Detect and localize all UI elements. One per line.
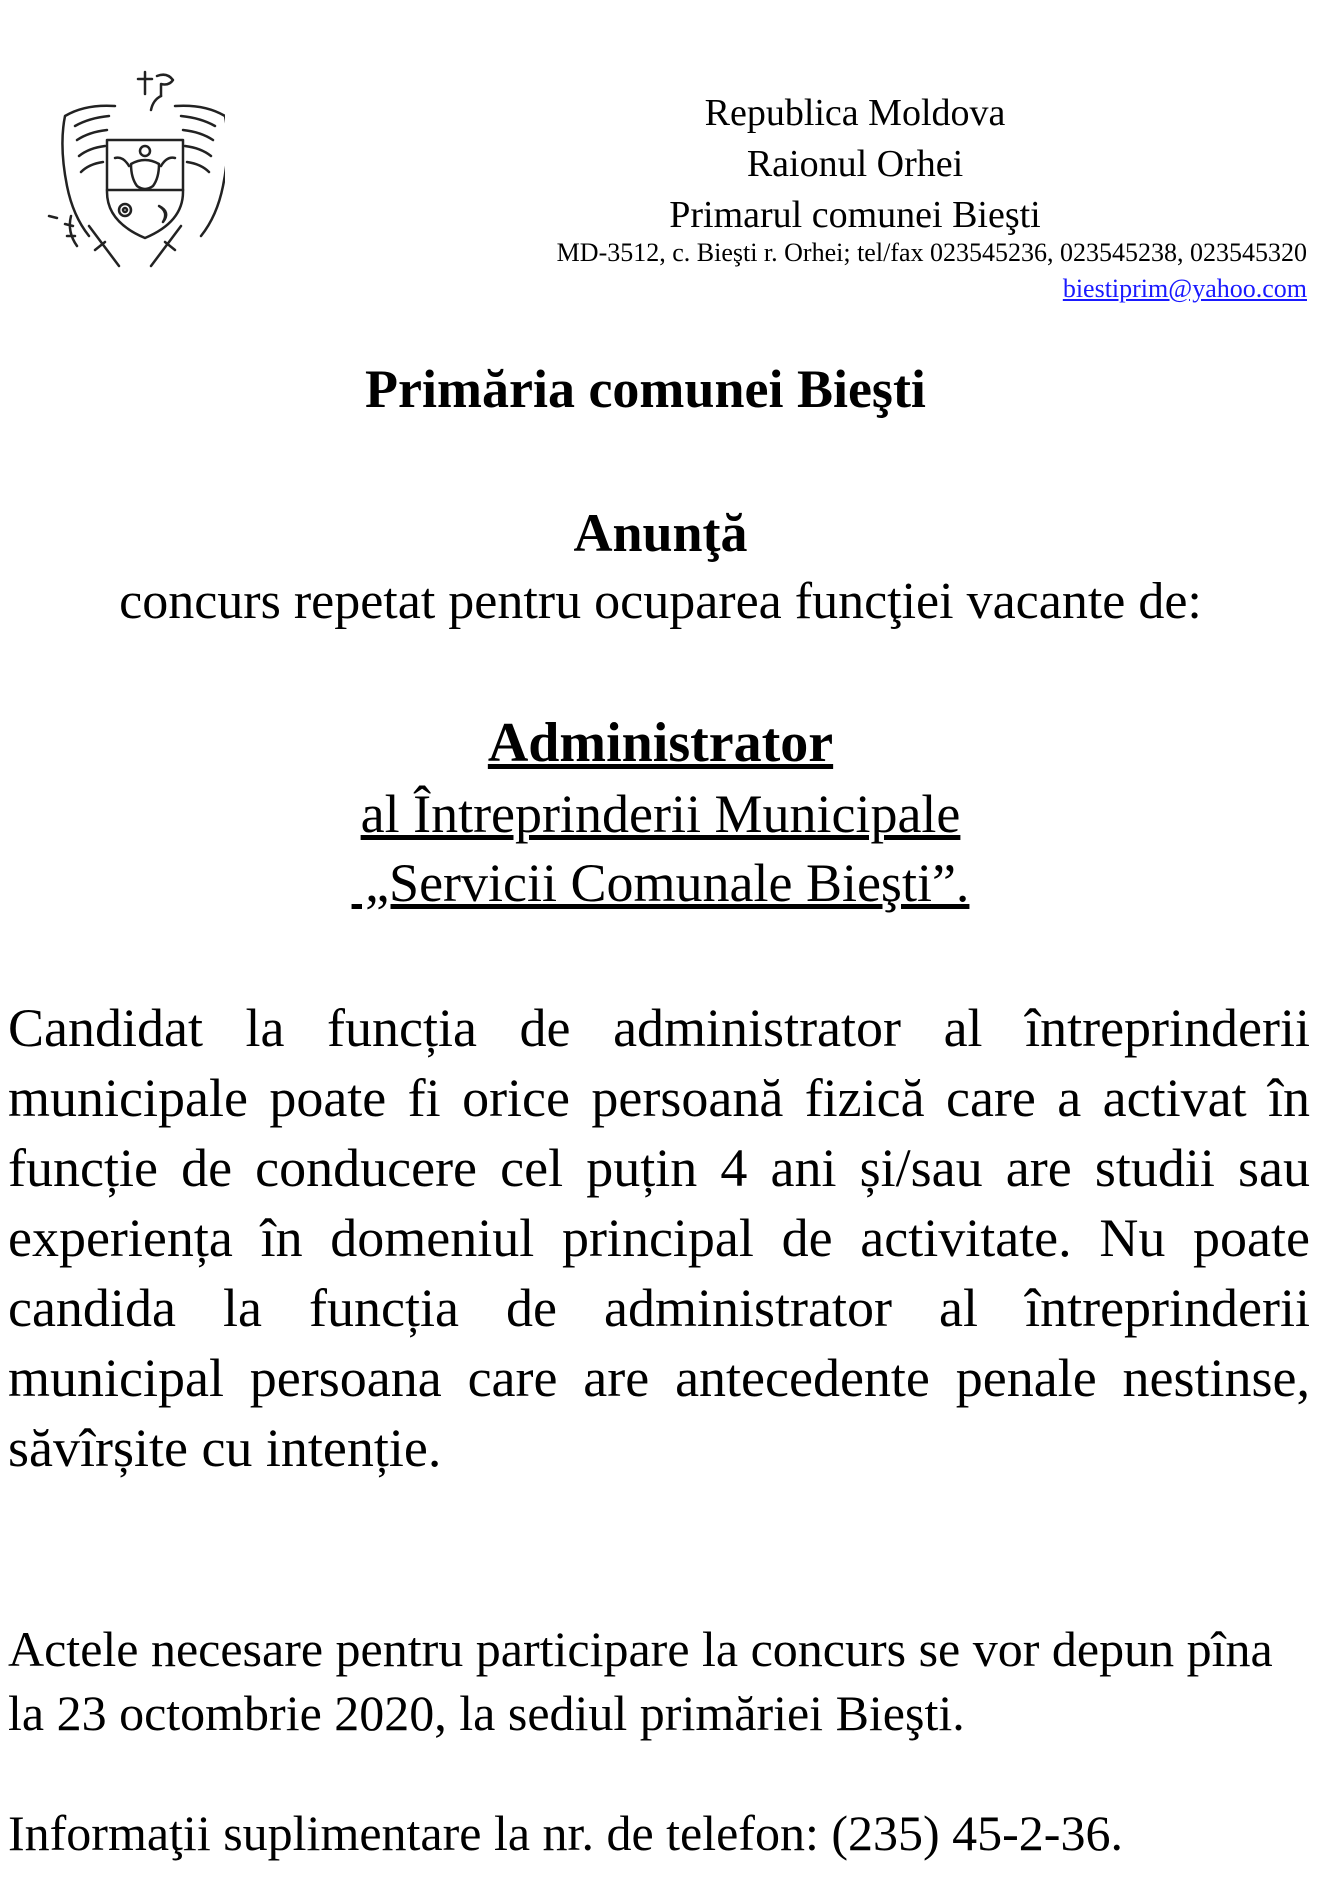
header-email-link[interactable]: biestiprim@yahoo.com bbox=[1062, 274, 1307, 303]
announcement-heading: Anunţă bbox=[573, 503, 748, 563]
header-district: Raionul Orhei bbox=[746, 143, 964, 185]
announcement-intro: concurs repetat pentru ocuparea funcţiei vacante de: bbox=[119, 573, 1202, 630]
position-subtitle-1: al Întreprinderii Municipale bbox=[360, 784, 961, 844]
header-country: Republica Moldova bbox=[704, 92, 1006, 134]
deadline-paragraph: Actele necesare pentru participare la concurs se vor depun pîna la 23 octombrie 2020, la sediul primăriei Bieşti. bbox=[8, 1621, 1273, 1741]
header-office: Primarul comunei Bieşti bbox=[669, 194, 1041, 236]
contact-info: Informaţii suplimentare la nr. de telefon: (235) 45-2-36. bbox=[8, 1805, 1123, 1861]
organization-title: Primăria comunei Bieşti bbox=[365, 359, 926, 419]
coat-of-arms-icon bbox=[45, 66, 225, 276]
position-subtitle-2: „Servicii Comunale Bieşti”. bbox=[351, 853, 970, 913]
position-title: Administrator bbox=[487, 712, 834, 774]
header-address: MD-3512, c. Bieşti r. Orhei; tel/fax 023545236, 023545238, 023545320 bbox=[556, 238, 1307, 267]
eligibility-paragraph: Candidat la funcția de administrator al întreprinderii municipale poate fi orice persoană fizică care a activat în funcție de conducere cel puțin 4 ani și/sau are studii sau experiența în domeniul principal de activitate. Nu poate candida la funcția de administrator al întreprinderii municipal persoana care are antecedente penale nestinse, săvîrșite cu intenție. bbox=[8, 998, 1310, 1478]
